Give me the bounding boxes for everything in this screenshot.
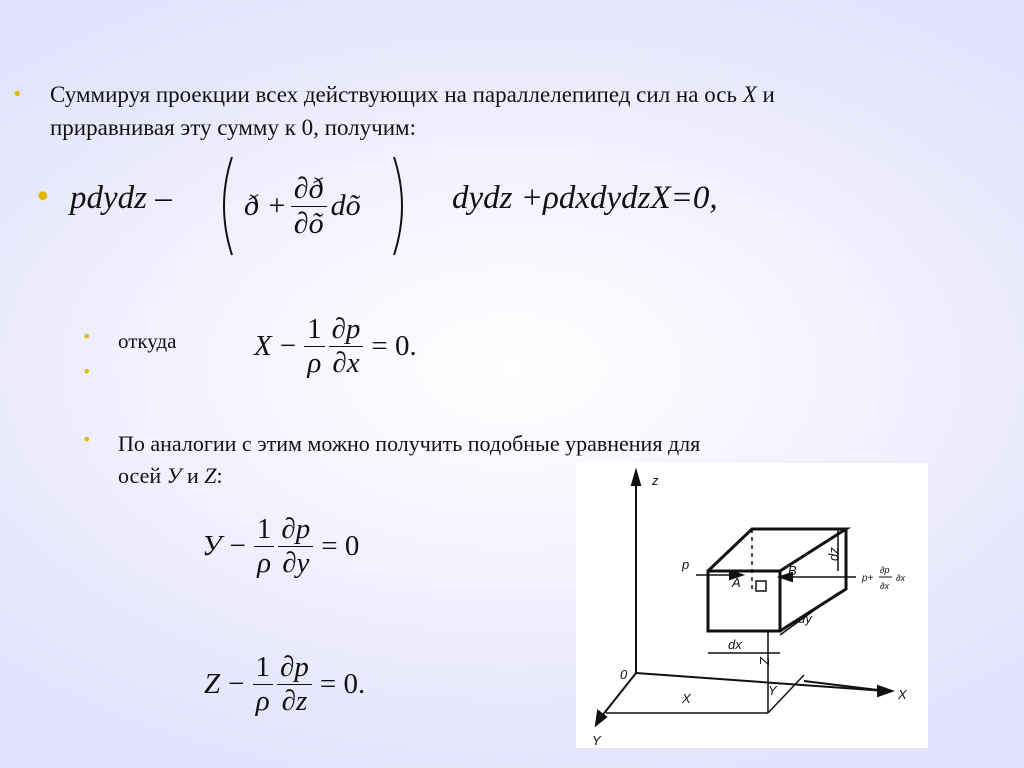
equation-x [254, 300, 417, 392]
label-dp-num: ∂p [880, 565, 890, 575]
intro-line2: приравнивая эту сумму к 0, получим: [50, 115, 416, 140]
eqz-dvar: ∂z [281, 684, 308, 717]
eqx-dp: ∂p [329, 313, 364, 347]
label-origin: 0 [620, 667, 628, 682]
analogy-line1: По аналогии с этим можно получить подобные уравнения для [118, 431, 701, 456]
inner-after-frac: dõ [330, 189, 361, 222]
eqx-dvar: ∂x [332, 346, 360, 379]
eqy-var: У [202, 529, 222, 562]
analogy-colon: : [216, 463, 223, 488]
eqy-rho: ρ [257, 546, 272, 579]
equation-y [202, 500, 359, 592]
eqz-frac-rho [253, 651, 274, 718]
analogy-and: и [186, 463, 199, 488]
eqz-minus: − [228, 667, 245, 700]
label-axis-x-far: X [898, 687, 907, 702]
equation-main-right: dydz +ρdxdydzX=0, [452, 180, 718, 216]
intro-and: и [762, 82, 775, 107]
eqz-var: Z [204, 667, 221, 700]
eqz-dp: ∂p [277, 651, 312, 685]
inner-frac-den: ∂õ [293, 206, 324, 240]
eqx-var: X [254, 329, 272, 362]
left-paren [214, 155, 236, 257]
eqy-one: 1 [254, 513, 275, 547]
eqy-frac-rho [254, 513, 275, 580]
eqz-one: 1 [253, 651, 274, 685]
inner-fraction [291, 172, 327, 241]
label-axis-z: z [652, 473, 659, 488]
bullet-1: • [12, 84, 23, 105]
eqx-frac-rho [304, 313, 325, 380]
equation-main-inner [244, 158, 361, 254]
parallelepiped-diagram [576, 463, 928, 748]
bullet-3: • [82, 327, 92, 346]
eqx-rho: ρ [307, 346, 322, 379]
eqy-minus: − [229, 529, 246, 562]
analogy-z: Z [204, 463, 217, 488]
label-dy: dy [798, 611, 812, 626]
inner-frac-num: ∂ð [291, 172, 327, 207]
eqx-frac-dp [329, 313, 364, 380]
label-axis-x-near: X [682, 691, 691, 706]
eqx-one: 1 [304, 313, 325, 347]
eqy-frac-dp [278, 513, 313, 580]
label-p-right: p+ [862, 573, 874, 584]
equation-z [204, 638, 365, 730]
label-dp-den: ∂x [880, 581, 889, 591]
bullet-4: • [82, 362, 92, 381]
eqz-frac-dp [277, 651, 312, 718]
intro-axis: X [742, 82, 757, 107]
eqx-end: = 0. [371, 329, 417, 362]
label-dx-tail: ∂x [896, 573, 905, 583]
analogy-y: У [166, 463, 182, 488]
intro-paragraph [50, 78, 980, 144]
label-axis-y-far: Y [592, 733, 601, 748]
analogy-prefix: осей [118, 463, 162, 488]
label-dx: dx [728, 637, 742, 652]
equation-main-left: pdydz – [70, 180, 172, 216]
intro-line1: Суммируя проекции всех действующих на параллелепипед сил на ось [50, 82, 737, 107]
eqz-end: = 0. [319, 667, 366, 700]
label-Z: Z [757, 657, 772, 665]
label-p: p [682, 557, 690, 572]
label-B: B [788, 563, 797, 578]
eqy-dvar: ∂y [282, 546, 310, 579]
eqy-end: = 0 [321, 529, 360, 562]
label-dz: dz [826, 547, 841, 561]
eqy-dp: ∂p [278, 513, 313, 547]
inner-term: ð + [244, 189, 287, 222]
label-A: A [732, 575, 741, 590]
label-axis-y-near: Y [768, 683, 777, 698]
bullet-5: • [82, 430, 92, 449]
right-paren [390, 155, 412, 257]
eqx-minus: − [279, 329, 297, 362]
bullet-2: • [34, 180, 52, 215]
eqz-rho: ρ [255, 684, 270, 717]
otkuda-label: откуда [118, 329, 177, 353]
